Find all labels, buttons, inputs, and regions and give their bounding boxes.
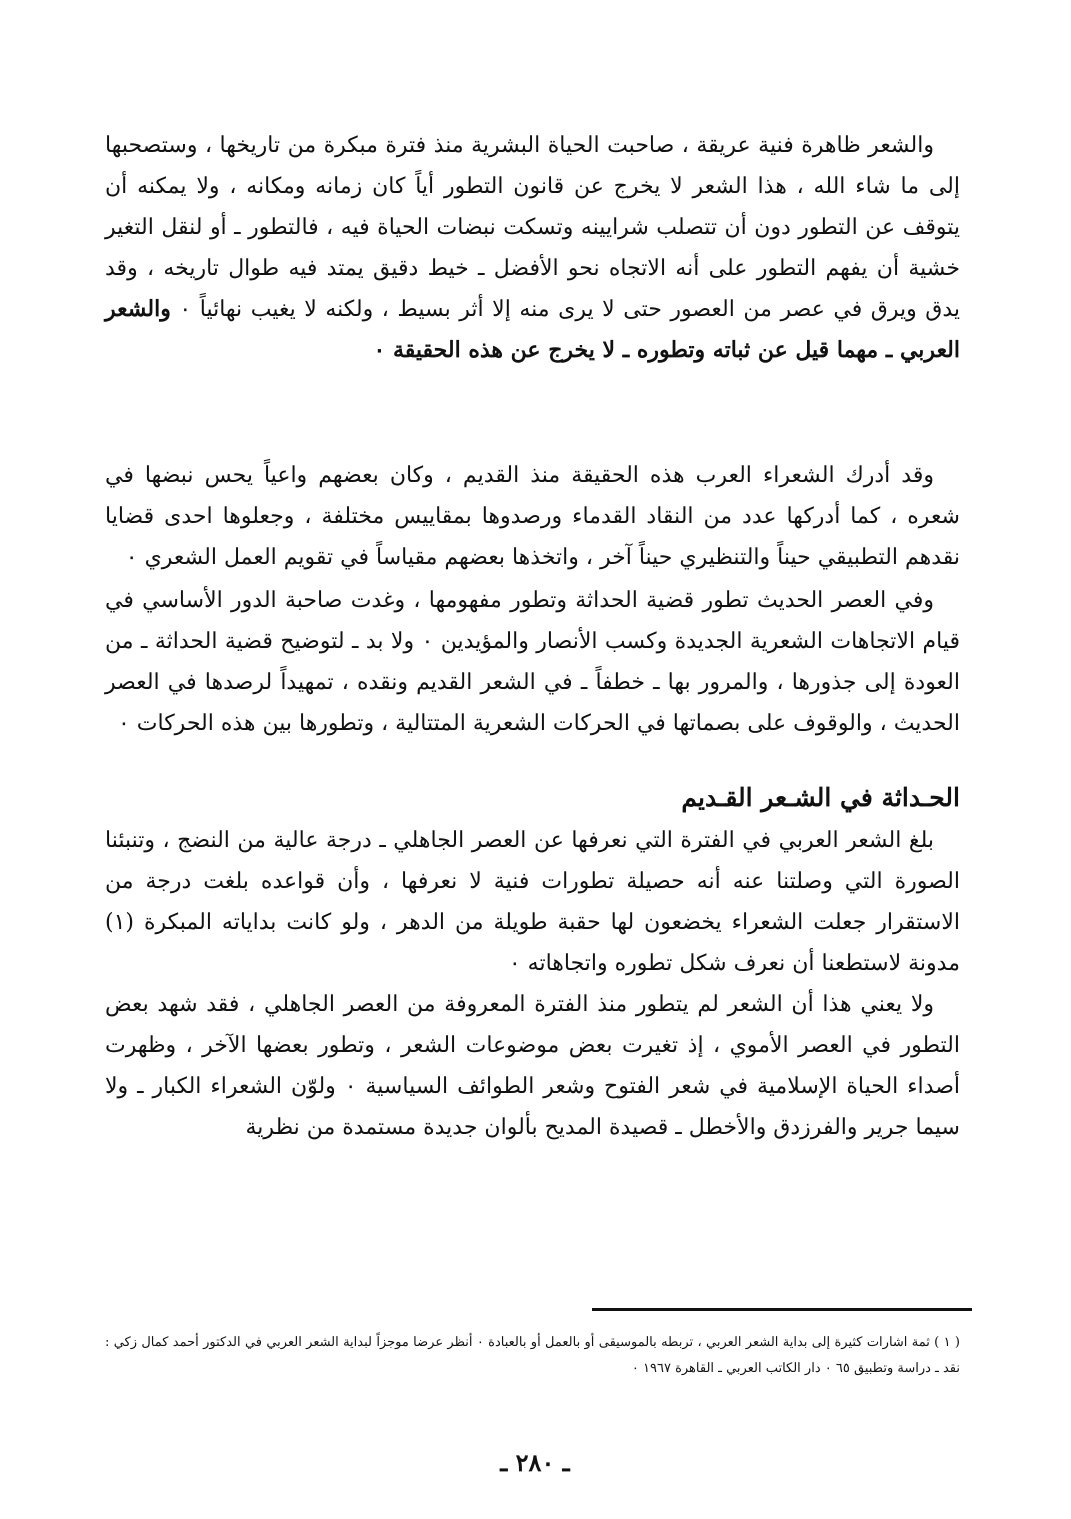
section-heading: الحـداثة في الشـعر القـديم bbox=[681, 783, 960, 812]
paragraph-1 bbox=[105, 125, 960, 420]
paragraph-4: بلغ الشعر العربي في الفترة التي نعرفها عن العصر الجاهلي ـ درجة عالية من النضج ، وتنبئنا الصورة التي وصلتنا عنه أنه حصيلة تطورات فنية لا نعرفها ، وأن قواعده بلغت درجة من الاستقرار جعلت الشعراء يخضعون لها حقبة طويلة من الدهر ، ولو كانت بداياته المبكرة (١) مدونة لاستطعنا أن نعرف شكل تطوره واتجاهاته ٠ bbox=[105, 828, 960, 976]
footnote: ( ١ ) ثمة اشارات كثيرة إلى بداية الشعر العربي ، تربطه بالموسيقى أو بالعمل أو بالعبادة ٠ أنظر عرضا موجزاً لبداية الشعر العربي في الدكتور أحمد كمال زكي : نقد ـ دراسة وتطبيق ٦٥ ٠ دار الكاتب العربي ـ القاهرة ١٩٦٧ ٠ bbox=[105, 1335, 960, 1376]
page-number: ـ ٢٨٠ ـ bbox=[500, 1448, 570, 1477]
footnote-divider bbox=[592, 1308, 972, 1311]
paragraph-1-text: والشعر ظاهرة فنية عريقة ، صاحبت الحياة البشرية منذ فترة مبكرة من تاريخها ، وستصحبها إلى ما شاء الله ، هذا الشعر لا يخرج عن قانون التطور أياً كان زمانه ومكانه ، ولا يمكنه أن يتوقف عن التطور دون أن تتصلب شرايينه وتسكت نبضات الحياة فيه ، فالتطور ـ أو لنقل التغير خشية أن يفهم التطور على أنه الاتجاه نحو الأفضل ـ خيط دقيق يمتد فيه طوال تاريخه ، وقد يدق ويرق في عصر من العصور حتى لا يرى منه إلا أثر بسيط ، ولكنه لا يغيب نهائياً ٠ bbox=[105, 133, 960, 322]
paragraph-3: وفي العصر الحديث تطور قضية الحداثة وتطور مفهومها ، وغدت صاحبة الدور الأساسي في قيام الاتجاهات الشعرية الجديدة وكسب الأنصار والمؤيدين ٠ ولا بد ـ لتوضيح قضية الحداثة ـ من العودة إلى جذورها ، والمرور بها ـ خطفاً ـ في الشعر القديم ونقده ، تمهيداً لرصدها في العصر الحديث ، والوقوف على بصماتها في الحركات الشعرية المتتالية ، وتطورها بين هذه الحركات ٠ bbox=[105, 588, 961, 736]
paragraph-5: ولا يعني هذا أن الشعر لم يتطور منذ الفترة المعروفة من العصر الجاهلي ، فقد شهد بعض التطور في العصر الأموي ، إذ تغيرت بعض موضوعات الشعر ، وتطور بعضها الآخر ، وظهرت أصداء الحياة الإسلامية في شعر الفتوح وشعر الطوائف السياسية ٠ ولوّن الشعراء الكبار ـ ولا سيما جرير والفرزدق والأخطل ـ قصيدة المديح بألوان جديدة مستمدة من نظرية bbox=[105, 992, 960, 1140]
page-body bbox=[105, 125, 960, 1148]
paragraph-1-bold-statement: والشعر العربي ـ مهما قيل عن ثباته وتطوره ـ لا يخرج عن هذه الحقيقة ٠ bbox=[105, 296, 960, 363]
paragraph-2: وقد أدرك الشعراء العرب هذه الحقيقة منذ القديم ، وكان بعضهم واعياً يحس نبضها في شعره ، كما أدركها عدد من النقاد القدماء ورصدوها بمقاييس مختلفة ، وجعلوها احدى قضايا نقدهم التطبيقي حيناً والتنظيري حيناً آخر ، واتخذها بعضهم مقياساً في تقويم العمل الشعري ٠ bbox=[105, 463, 960, 570]
